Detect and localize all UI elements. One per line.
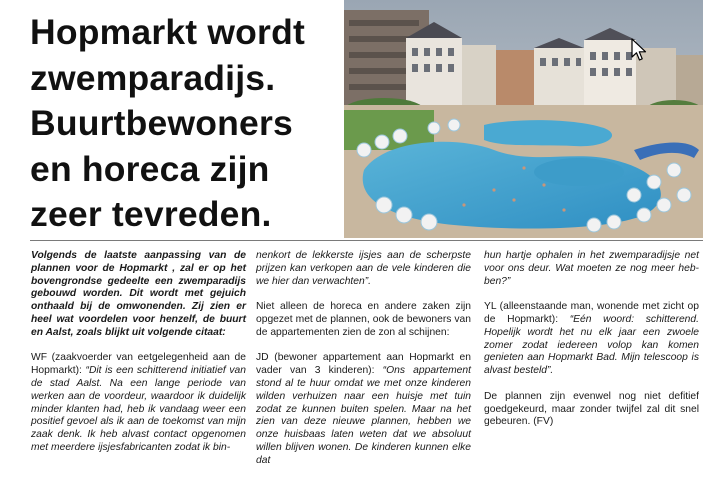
article-headline xyxy=(30,10,335,238)
speaker-label: YL (alleenstaande man, wonende met zicht op de Hopmarkt): xyxy=(484,301,699,325)
quote-text: “Eén woord: schitterend. Hopelijk wordt het nu elk jaar een zwoele zomer zodat iedereen volop kan komen genieten aan Hopmarkt Bad. Mijn telescoop is alvast besteld”. xyxy=(484,313,699,377)
article-column-1 xyxy=(31,250,246,468)
quote-paragraph xyxy=(484,250,699,288)
headline-line: Hopmarkt wordt xyxy=(30,12,305,52)
article-photo xyxy=(344,0,703,238)
quote-paragraph xyxy=(256,250,471,288)
headline-line: Buurtbewoners xyxy=(30,103,293,143)
quote-text: “Ons appartement stond al te huur omdat we met onze kinderen wilden verhuizen naar een huisje met tuin zodat ze kunnen buiten spelen. Maar na het zien van deze nieuwe plannen, hebben we onze huisbaas laten weten dat we absoluut willen blijven wonen. De kinderen kunnen elke dat xyxy=(256,365,471,466)
headline-line: zwemparadijs. xyxy=(30,57,276,98)
article-column-3 xyxy=(484,250,699,442)
quote-text: nenkort de lekkerste ijsjes aan de scherpste prijzen kan verkopen aan de vele kinderen die we hier dan verwachten”. xyxy=(256,250,471,287)
quote-paragraph xyxy=(256,352,471,467)
swimming-pool-photo-icon xyxy=(344,0,703,238)
quote-paragraph xyxy=(484,301,699,378)
speaker-label: JD (bewoner appartement aan Hopmarkt en vader van 3 kinderen): xyxy=(256,352,471,377)
separator-line xyxy=(30,240,703,241)
quote-text: hun hartje ophalen in het zwemparadijsje net voor ons deur. Wat moeten ze nog meer heb-ben?” xyxy=(484,250,699,287)
headline-line: zeer tevreden. xyxy=(30,194,272,234)
article-column-2 xyxy=(256,250,471,480)
headline-line: en horeca zijn xyxy=(30,148,270,189)
article-lead: Volgends de laatste aanpassing van de plannen voor de Hopmarkt , zal er op het bovengrondse gedeelte een zwemparadijs gebouwd worden. Dit wordt met gejuich onthaald bij de omwonenden. Zij zien er heel wat voordelen voor henzelf, de buurt en Aalst, zoals blijkt uit volgende citaat: xyxy=(31,250,246,338)
body-paragraph: De plannen zijn evenwel nog niet defitief goedgekeurd, maar zonder twijfel zal dit snel gebeuren. (FV) xyxy=(484,390,699,428)
mouse-pointer-icon xyxy=(631,38,649,62)
quote-paragraph xyxy=(31,352,246,454)
speaker-label: WF (zaakvoerder van eetgelegenheid aan de Hopmarkt): xyxy=(31,352,246,377)
quote-text: “Dit is een schitterend initiatief van de stad Aalst. Na een lange periode van werken aan de voordeur, waardoor ik duidelijk minder klanten had, heb ik vandaag weer een positief gevoel als ik aan de toekomst van mijn zaak denk. Ik heb alvast contact opgenomen met meerdere ijsjesfabricanten zodat ik bin- xyxy=(31,365,246,453)
body-paragraph: Niet alleen de horeca en andere zaken zijn opgezet met de plannen, ook de bewoners van de appartementen zien de zon al schijnen: xyxy=(256,301,471,338)
